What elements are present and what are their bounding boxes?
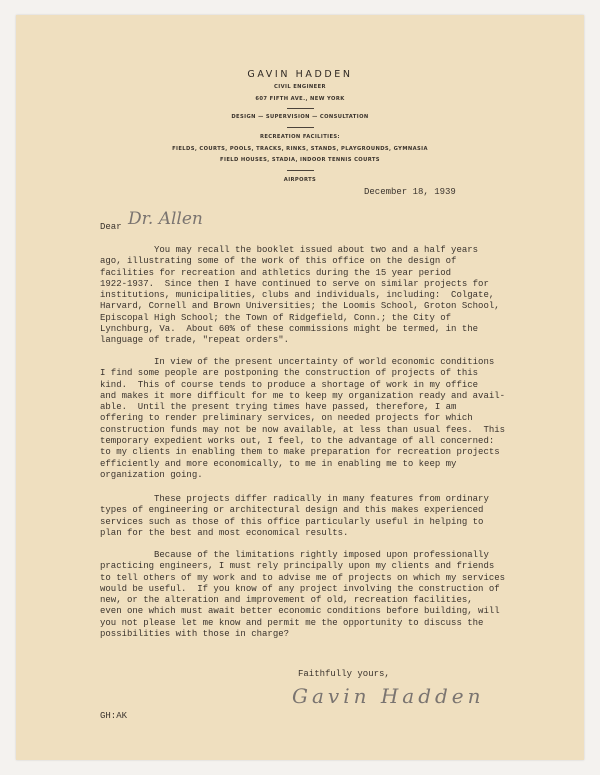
text-line: new, or the alteration and improvement of old, recreation facilities, — [100, 595, 473, 606]
closing: Faithfully yours, — [298, 669, 390, 679]
salutation: Dear — [100, 222, 122, 232]
divider — [287, 127, 314, 128]
text-line: to tell others of my work and to advise me of projects on which my services — [100, 572, 506, 583]
text-line: Lynchburg, Va. About 60% of these commissions might be termed, in the — [100, 324, 479, 335]
paragraph-3 — [100, 494, 489, 539]
text-line: facilities for recreation and athletics during the 15 year period — [100, 267, 452, 278]
text-line: and makes it more difficult for me to keep my organization ready and avail- — [100, 390, 506, 401]
paragraph-1 — [100, 245, 500, 347]
text-line: practicing engineers, I must rely principally upon my clients and friends — [100, 561, 495, 572]
letter-date: December 18, 1939 — [364, 187, 456, 197]
text-line: possibilities with those in charge? — [100, 629, 290, 640]
text-line: you not please let me know and permit me the opportunity to discuss the — [100, 617, 484, 628]
text-line: I find some people are postponing the construction of projects of this — [100, 368, 479, 379]
text-line: plan for the best and most economical results. — [100, 527, 349, 538]
text-line: You may recall the booklet issued about two and a half years — [100, 245, 479, 255]
paragraph-2 — [100, 357, 505, 481]
text-line: types of engineering or architectural design and this makes experienced — [100, 505, 484, 516]
text-line: ago, illustrating some of the work of this office on the design of — [100, 256, 457, 267]
text-line: even one which must await better economic conditions before building, will — [100, 606, 500, 617]
divider — [287, 170, 314, 171]
letterhead-recreation-line2: FIELD HOUSES, STADIA, INDOOR TENNIS COURTS — [220, 157, 380, 163]
text-line: construction funds may not be now available, at less than usual fees. This — [100, 424, 506, 435]
text-line: services such as those of this office particularly useful in helping to — [100, 516, 484, 527]
text-line: 1922-1937. Since then I have continued to serve on similar projects for — [100, 278, 489, 289]
text-line: temporary expedient works out, I feel, to the advantage of all concerned: — [100, 436, 495, 447]
text-line: efficiently and more economically, to me in enabling me to keep my — [100, 458, 457, 469]
letterhead-title: CIVIL ENGINEER — [274, 84, 326, 90]
text-line: Episcopal High School; the Town of Ridgefield, Conn.; the City of — [100, 312, 452, 323]
text-line: language of trade, "repeat orders". — [100, 335, 290, 346]
text-line: kind. This of course tends to produce a shortage of work in my office — [100, 379, 479, 390]
text-line: Harvard, Cornell and Brown Universities; the Loomis School, Groton School, — [100, 301, 500, 312]
text-line: Because of the limitations rightly imposed upon professionally — [100, 550, 489, 560]
text-line: institutions, municipalities, clubs and individuals, including: Colgate, — [100, 290, 495, 301]
divider — [287, 108, 314, 109]
handwritten-addressee: Dr. Allen — [128, 209, 203, 229]
letterhead-recreation-heading: RECREATION FACILITIES: — [259, 134, 341, 140]
text-line: would be useful. If you know of any project involving the construction of — [100, 583, 500, 594]
letterhead-name: GAVIN HADDEN — [247, 69, 353, 80]
text-line: able. Until the present trying times have passed, therefore, I am — [100, 402, 457, 413]
paragraph-4 — [100, 550, 505, 640]
letterhead-airports: AIRPORTS — [283, 177, 317, 183]
text-line: to my clients in enabling them to make preparation for recreation projects — [100, 447, 500, 458]
text-line: These projects differ radically in many features from ordinary — [100, 494, 489, 504]
reference-initials: GH:AK — [100, 711, 128, 721]
signature: Gavin Hadden — [292, 684, 485, 708]
letterhead-recreation-line1: FIELDS, COURTS, POOLS, TRACKS, RINKS, STANDS, PLAYGROUNDS, GYMNASIA — [172, 146, 428, 152]
text-line: organization going. — [100, 469, 203, 480]
letterhead-address: 607 FIFTH AVE., NEW YORK — [255, 96, 345, 102]
text-line: offering to render preliminary services, on needed projects for which — [100, 413, 473, 424]
letterhead-services: DESIGN — SUPERVISION — CONSULTATION — [231, 114, 369, 120]
text-line: In view of the present uncertainty of world economic conditions — [100, 357, 495, 367]
